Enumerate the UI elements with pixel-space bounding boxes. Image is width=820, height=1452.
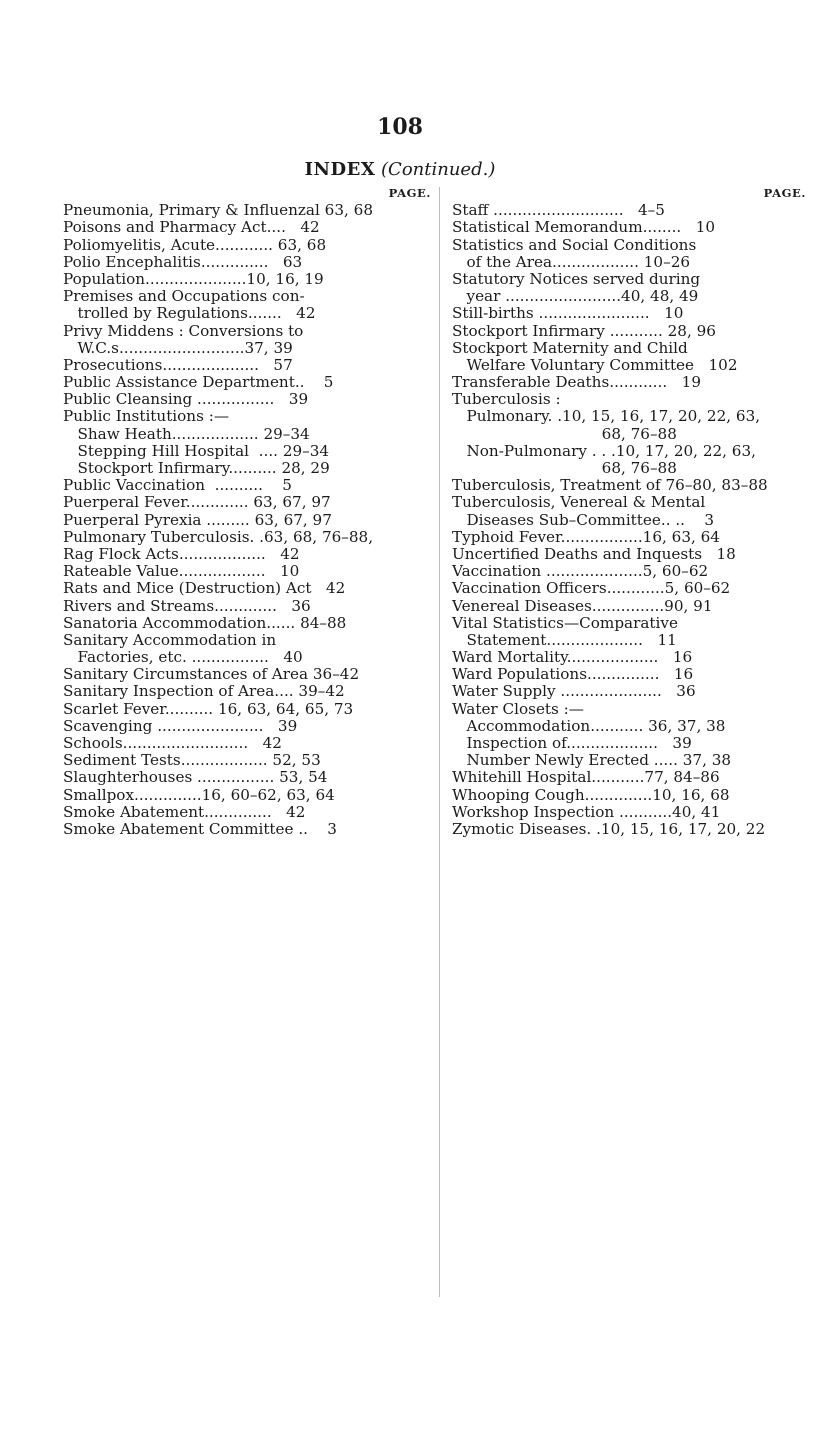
index-entry: Public Assistance Department.. 5	[63, 373, 334, 392]
index-entry: Stockport Infirmary.......... 28, 29	[63, 459, 330, 477]
index-entry: Rag Flock Acts.................. 42	[63, 544, 300, 563]
index-entry: Statutory Notices served during	[452, 269, 701, 288]
index-entry: Stepping Hill Hospital .... 29–34	[63, 441, 330, 460]
index-entry: Privy Middens : Conversions to	[63, 321, 304, 340]
index-entry: Factories, etc. ................ 40	[63, 648, 303, 667]
index-entry: Pneumonia, Primary & Influenzal 63, 68	[63, 201, 373, 220]
index-entry: Polio Encephalitis.............. 63	[63, 252, 303, 271]
index-entry: Premises and Occupations con-	[63, 287, 305, 306]
index-entry: Smoke Abatement.............. 42	[63, 802, 306, 821]
index-entry: Ward Mortality................... 16	[452, 648, 693, 667]
index-entry: Smoke Abatement Committee .. 3	[63, 819, 337, 838]
page-number: 108	[377, 114, 423, 140]
index-entry: Sanitary Circumstances of Area 36–42	[63, 665, 360, 684]
index-entry: Sanatoria Accommodation...... 84–88	[63, 613, 347, 632]
index-entry: 68, 76–88	[452, 424, 677, 443]
index-entry: of the Area.................. 10–26	[452, 252, 691, 271]
index-entry: Still-births ....................... 10	[452, 304, 684, 323]
column-header-page: PAGE.	[763, 186, 806, 200]
index-entry: Rateable Value.................. 10	[63, 562, 300, 581]
index-entry: Slaughterhouses ................ 53, 54	[63, 768, 328, 787]
index-entry: Scavenging ...................... 39	[63, 716, 298, 735]
index-entry: Transferable Deaths............ 19	[452, 373, 701, 392]
index-entry: Smallpox..............16, 60–62, 63, 64	[63, 785, 335, 804]
index-entry: Non-Pulmonary . . .10, 17, 20, 22, 63,	[452, 441, 756, 460]
column-header-page: PAGE.	[388, 186, 431, 200]
index-entry: Tuberculosis, Venereal & Mental	[452, 493, 706, 512]
index-entry: Whooping Cough..............10, 16, 68	[452, 785, 730, 804]
index-entry: Statistical Memorandum........ 10	[452, 218, 716, 237]
index-entry: year ........................40, 48, 49	[452, 287, 699, 306]
index-subtitle: (Continued.)	[381, 159, 496, 180]
index-entry: Puerperal Fever............. 63, 67, 97	[63, 493, 331, 512]
index-entry: Schools.......................... 42	[63, 734, 282, 752]
index-title: INDEX	[304, 159, 376, 180]
index-entry: Water Closets :—	[452, 699, 584, 718]
index-entry: Sediment Tests.................. 52, 53	[63, 751, 321, 770]
index-entry: Poisons and Pharmacy Act.... 42	[63, 218, 320, 237]
index-entry: Vital Statistics—Comparative	[452, 613, 678, 632]
index-entry: Public Institutions :—	[63, 407, 230, 426]
index-entry: Water Supply ..................... 36	[452, 682, 696, 701]
index-entry: Diseases Sub–Committee.. .. 3	[452, 510, 714, 529]
column-divider	[439, 187, 440, 1297]
index-entry: Sanitary Accommodation in	[63, 630, 277, 649]
index-entry: Scarlet Fever.......... 16, 63, 64, 65, 73	[63, 699, 354, 718]
index-entry: Inspection of................... 39	[452, 734, 692, 752]
index-column-left	[63, 185, 433, 838]
index-entry: Rivers and Streams............. 36	[63, 596, 311, 615]
index-entry: Staff ........................... 4–5	[452, 201, 665, 220]
index-entry: Puerperal Pyrexia ......... 63, 67, 97	[63, 510, 332, 529]
index-entry: Pulmonary Tuberculosis. .63, 68, 76–88,	[63, 527, 374, 546]
index-entry: Workshop Inspection ...........40, 41	[452, 802, 721, 821]
index-entry: Tuberculosis, Treatment of 76–80, 83–88	[452, 476, 768, 495]
index-entries-left	[63, 202, 433, 838]
index-column-right	[452, 185, 820, 838]
index-entry: Population.....................10, 16, 19	[63, 269, 324, 288]
index-entry: Shaw Heath.................. 29–34	[63, 424, 310, 443]
index-entry: 68, 76–88	[452, 459, 677, 477]
index-entry: Poliomyelitis, Acute............ 63, 68	[63, 235, 327, 254]
index-entry: Prosecutions.................... 57	[63, 355, 293, 374]
index-entry: Zymotic Diseases. .10, 15, 16, 17, 20, 22	[452, 819, 766, 838]
index-entry: W.C.s..........................37, 39	[63, 338, 293, 357]
index-entry: Venereal Diseases...............90, 91	[452, 596, 713, 615]
index-entry: Public Cleansing ................ 39	[63, 390, 309, 409]
index-entry: Uncertified Deaths and Inquests 18	[452, 544, 736, 563]
index-entry: Stockport Infirmary ........... 28, 96	[452, 321, 716, 340]
index-entry: Ward Populations............... 16	[452, 665, 694, 684]
index-heading	[0, 159, 800, 180]
index-entry: Stockport Maternity and Child	[452, 338, 688, 357]
index-entries-right	[452, 202, 820, 838]
index-entry: trolled by Regulations....... 42	[63, 304, 316, 323]
index-entry: Sanitary Inspection of Area.... 39–42	[63, 682, 345, 701]
index-entry: Number Newly Erected ..... 37, 38	[452, 751, 732, 770]
index-entry: Vaccination ....................5, 60–62	[452, 562, 709, 581]
index-entry: Pulmonary. .10, 15, 16, 17, 20, 22, 63,	[452, 407, 761, 426]
index-entry: Vaccination Officers............5, 60–62	[452, 579, 731, 598]
index-entry: Statistics and Social Conditions	[452, 235, 697, 254]
index-entry: Welfare Voluntary Committee 102	[452, 355, 738, 374]
index-entry: Public Vaccination .......... 5	[63, 476, 292, 495]
index-entry: Statement.................... 11	[452, 630, 677, 649]
index-entry: Tuberculosis :	[452, 390, 561, 409]
index-entry: Accommodation........... 36, 37, 38	[452, 716, 726, 735]
index-entry: Whitehill Hospital...........77, 84–86	[452, 768, 720, 787]
index-entry: Typhoid Fever.................16, 63, 64	[452, 527, 720, 546]
index-entry: Rats and Mice (Destruction) Act 42	[63, 579, 346, 598]
